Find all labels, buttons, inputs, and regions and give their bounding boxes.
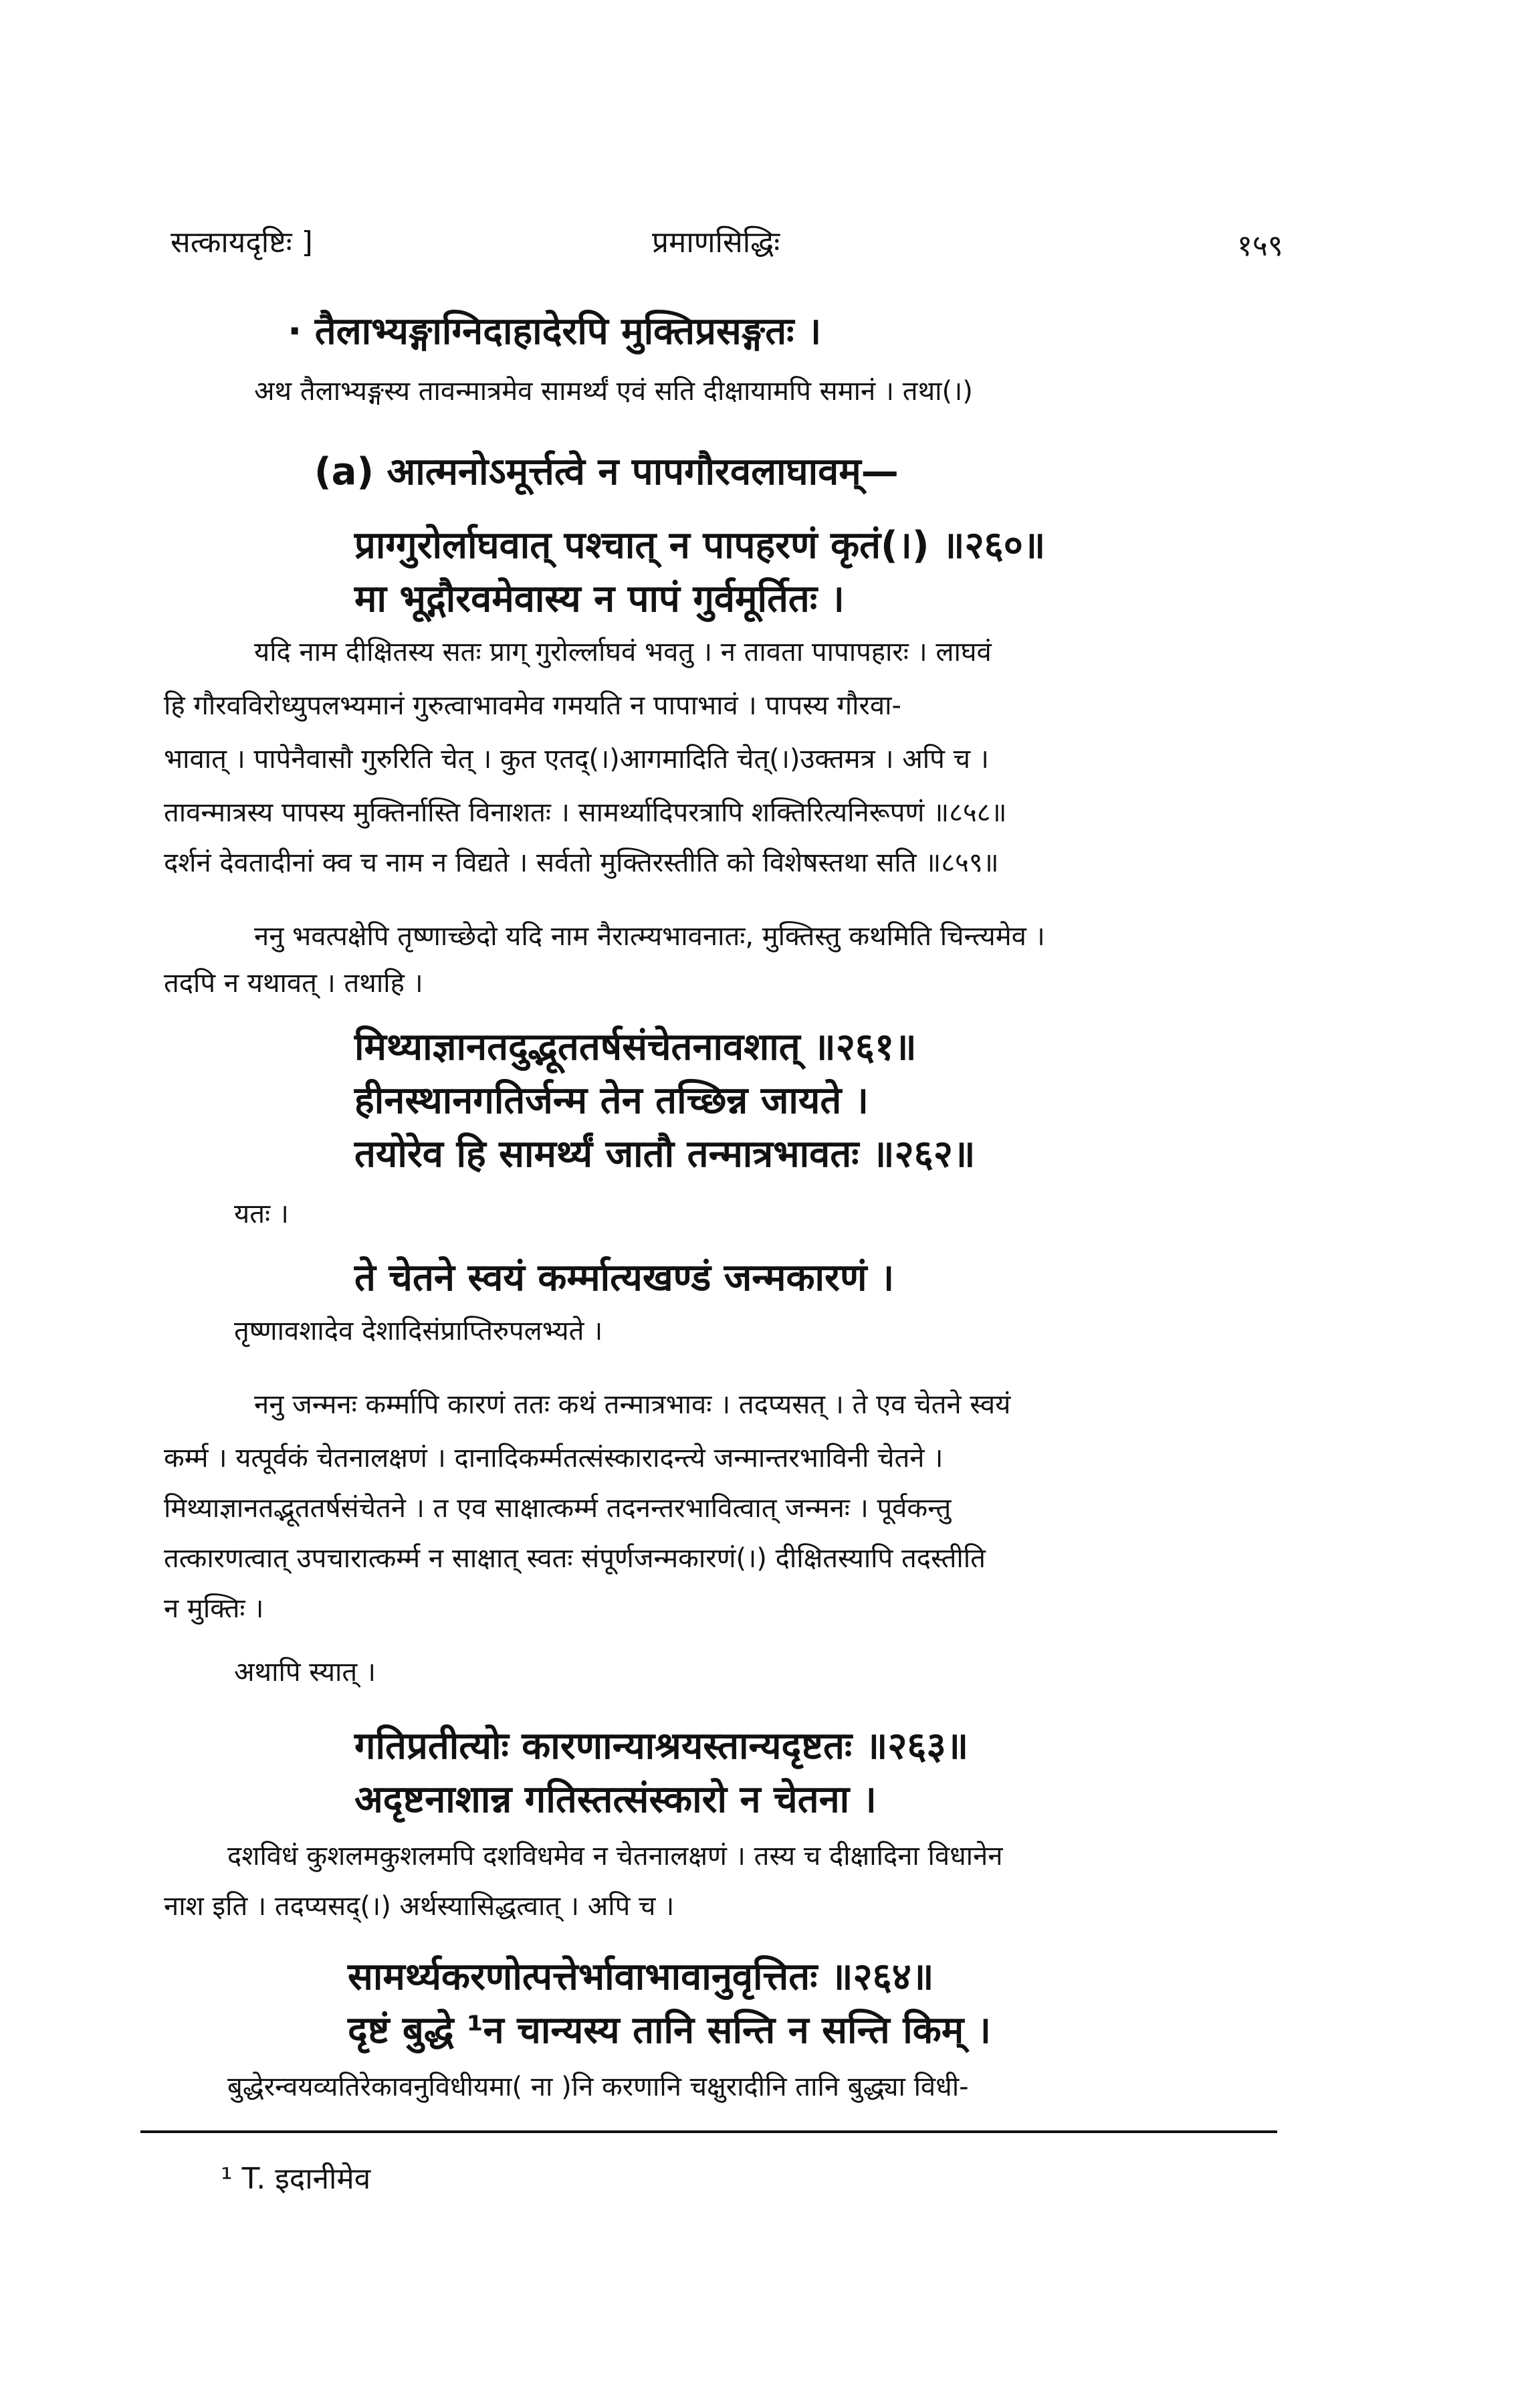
verse-line: गतिप्रतीत्योः कारणान्याश्रयस्तान्यदृष्टतः ॥२६३॥ [354,1724,969,1768]
verse-line: सामर्थ्यकरणोत्पत्तेर्भावाभावानुवृत्तितः ॥२६४॥ [348,1955,934,1999]
verse-line: · तैलाभ्यङ्गाग्निदाहादेरपि मुक्तिप्रसङ्गतः । [288,310,822,353]
prose-line: दर्शनं देवतादीनां क्व च नाम न विद्यते । सर्वतो मुक्तिरस्तीति को विशेषस्तथा सति ॥८५९॥ [164,847,999,878]
prose-line: अथापि स्यात् । [234,1657,376,1688]
prose-line: न मुक्तिः । [164,1593,264,1624]
prose-line: भावात् । पापेनैवासौ गुरुरिति चेत् । कुत एतद्(।)आगमादिति चेत्(।)उक्तमत्र । अपि च । [164,744,989,775]
verse-line: तयोरेव हि सामर्थ्यं जातौ तन्मात्रभावतः ॥२६२॥ [354,1132,976,1176]
verse-line: अदृष्टनाशान्न गतिस्तत्संस्कारो न चेतना । [354,1778,877,1821]
verse-line: प्राग्गुरोर्लाघवात् पश्चात् न पापहरणं कृतं(।) ॥२६०॥ [354,524,1046,567]
prose-line: ननु जन्मनः कर्म्मापि कारणं ततः कथं तन्मात्रभावः । तदप्यसत् । ते एव चेतने स्वयं [254,1389,1011,1420]
running-header-title: प्रमाणसिद्धिः [652,225,780,260]
verse-line: हीनस्थानगतिर्जन्म तेन तच्छिन्न जायते । [354,1079,869,1122]
prose-line: यतः । [234,1199,289,1229]
prose-line: तृष्णावशादेव देशादिसंप्राप्तिरुपलभ्यते । [234,1316,603,1346]
prose-line: मिथ्याज्ञानतद्भूततर्षसंचेतने । त एव साक्षात्कर्म्म तदनन्तरभावित्वात् जन्मनः । पूर्वकन्तु [164,1493,952,1524]
page-number: १५९ [1237,229,1283,263]
prose-line: बुद्धेरन्वयव्यतिरेकावनुविधीयमा( ना )नि करणानि चक्षुरादीनि तानि बुद्ध्या विधी- [227,2072,969,2102]
prose-line: हि गौरवविरोध्युपलभ्यमानं गुरुत्वाभावमेव गमयति न पापाभावं । पापस्य गौरवा- [164,690,901,721]
section-heading: (a) आत्मनोऽमूर्त्तत्वे न पापगौरवलाघावम्— [314,450,899,494]
prose-line: अथ तैलाभ्यङ्गस्य तावन्मात्रमेव सामर्थ्यं एवं सति दीक्षायामपि समानं । तथा(।) [254,376,973,407]
running-header-left: सत्कायदृष्टिः ] [171,225,313,260]
prose-line: कर्म्म । यत्पूर्वकं चेतनालक्षणं । दानादिकर्म्मतत्संस्कारादन्त्ये जन्मान्तरभाविनी चेतने । [164,1443,944,1474]
verse-line: ते चेतने स्वयं कर्म्मात्यखण्डं जन्मकारणं । [354,1256,895,1300]
prose-line: तावन्मात्रस्य पापस्य मुक्तिर्नास्ति विनाशतः । सामर्थ्यादिपरत्रापि शक्तिरित्यनिरूपणं ॥८५८॥ [164,797,1007,828]
prose-line: दशविधं कुशलमकुशलमपि दशविधमेव न चेतनालक्षणं । तस्य च दीक्षादिना विधानेन [227,1841,1003,1872]
prose-line: नाश इति । तदप्यसद्(।) अर्थस्यासिद्धत्वात् । अपि च । [164,1891,675,1922]
prose-line: यदि नाम दीक्षितस्य सतः प्राग् गुरोर्ल्लाघवं भवतु । न तावता पापापहारः । लाघवं [254,637,992,668]
footnote: ¹ T. इदानीमेव [221,2162,371,2196]
prose-line: तत्कारणत्वात् उपचारात्कर्म्म न साक्षात् स्वतः संपूर्णजन्मकारणं(।) दीक्षितस्यापि तदस्तीति [164,1543,986,1574]
verse-line: दृष्टं बुद्धे ¹न चान्यस्य तानि सन्ति न सन्ति किम् । [348,2009,991,2052]
prose-line: तदपि न यथावत् । तथाहि । [164,968,423,999]
footnote-rule [140,2130,1277,2133]
prose-line: ननु भवत्पक्षेपि तृष्णाच्छेदो यदि नाम नैरात्म्यभावनातः, मुक्तिस्तु कथमिति चिन्त्यमेव । [254,921,1045,952]
verse-line: मा भूद्गौरवमेवास्य न पापं गुर्वमूर्तितः । [354,577,845,621]
verse-line: मिथ्याज्ञानतदुद्भूततर्षसंचेतनावशात् ॥२६१॥ [354,1025,917,1069]
